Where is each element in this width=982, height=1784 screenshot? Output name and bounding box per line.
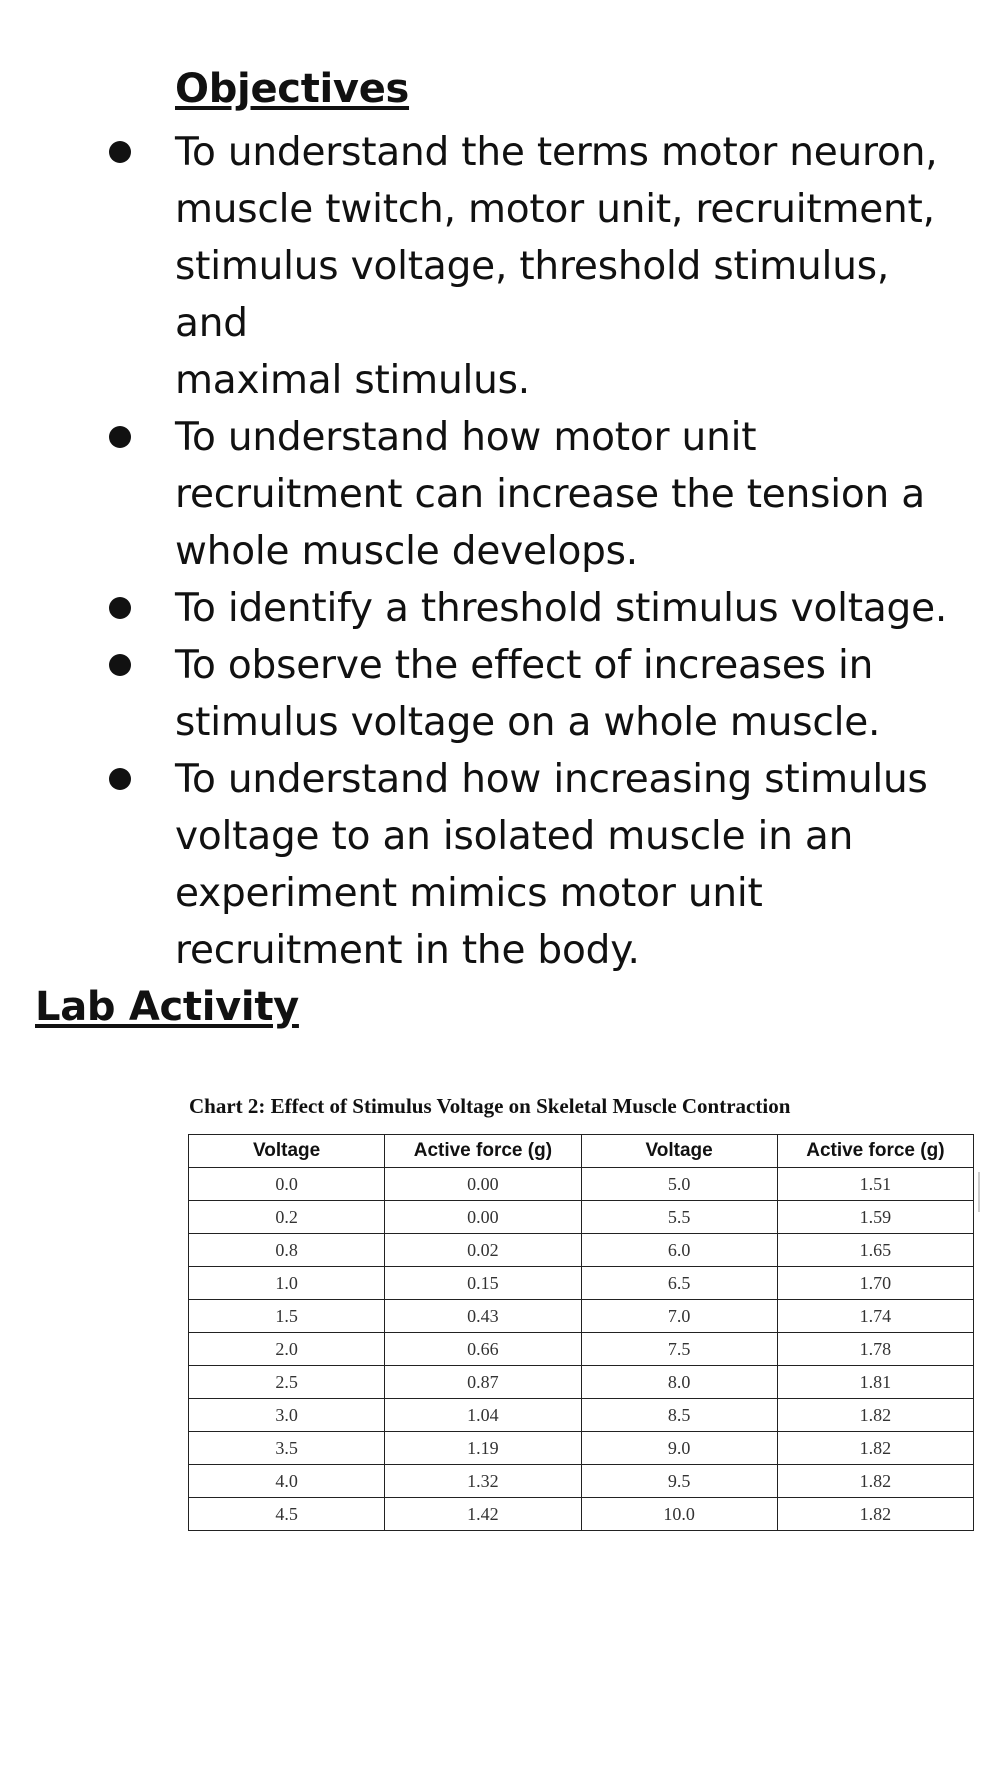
column-header: Voltage (581, 1135, 777, 1168)
objective-line: whole muscle develops. (175, 529, 638, 574)
objective-item (0, 124, 982, 409)
objective-line: stimulus voltage, threshold stimulus, and (175, 244, 890, 346)
table-row (189, 1399, 974, 1432)
objective-item (0, 751, 982, 979)
table-cell: 1.51 (777, 1168, 973, 1201)
table-row (189, 1201, 974, 1234)
table-cell: 0.00 (385, 1201, 581, 1234)
table-row (189, 1234, 974, 1267)
objective-item (0, 637, 982, 751)
objective-line: recruitment in the body. (175, 928, 640, 973)
table-row (189, 1465, 974, 1498)
column-header: Voltage (189, 1135, 385, 1168)
bullet-icon (109, 768, 131, 790)
objective-line: To identify a threshold stimulus voltage. (175, 586, 948, 631)
table-cell: 5.0 (581, 1168, 777, 1201)
table-cell: 4.5 (189, 1498, 385, 1531)
objective-line: maximal stimulus. (175, 358, 530, 403)
table-cell: 1.82 (777, 1465, 973, 1498)
table-cell: 1.04 (385, 1399, 581, 1432)
table-row (189, 1267, 974, 1300)
table-cell: 1.70 (777, 1267, 973, 1300)
table-cell: 0.0 (189, 1168, 385, 1201)
bullet-icon (109, 141, 131, 163)
table-row (189, 1498, 974, 1531)
table-cell: 2.5 (189, 1366, 385, 1399)
table-cell: 1.82 (777, 1432, 973, 1465)
objectives-heading: Objectives (175, 66, 410, 112)
objective-line: recruitment can increase the tension a (175, 472, 925, 517)
table-cell: 1.78 (777, 1333, 973, 1366)
table-row (189, 1432, 974, 1465)
table-cell: 1.19 (385, 1432, 581, 1465)
table-cell: 4.0 (189, 1465, 385, 1498)
table-cell: 1.65 (777, 1234, 973, 1267)
table-cell: 9.0 (581, 1432, 777, 1465)
bullet-icon (109, 426, 131, 448)
table-cell: 0.15 (385, 1267, 581, 1300)
objective-line: voltage to an isolated muscle in an (175, 814, 854, 859)
objective-line: To understand the terms motor neuron, (175, 130, 938, 175)
objective-line: To understand how motor unit (175, 415, 757, 460)
table-header-row (189, 1135, 974, 1168)
objective-line: experiment mimics motor unit (175, 871, 763, 916)
table-cell: 0.87 (385, 1366, 581, 1399)
table-row (189, 1168, 974, 1201)
voltage-force-table (188, 1134, 974, 1531)
objective-item (0, 580, 982, 637)
table-row (189, 1333, 974, 1366)
table-cell: 1.81 (777, 1366, 973, 1399)
table-cell: 1.82 (777, 1498, 973, 1531)
table-cell: 1.5 (189, 1300, 385, 1333)
page-edge-mark (978, 1172, 980, 1212)
lab-activity-heading: Lab Activity (35, 984, 299, 1030)
table-cell: 0.8 (189, 1234, 385, 1267)
table-row (189, 1366, 974, 1399)
table-cell: 1.32 (385, 1465, 581, 1498)
table-cell: 9.5 (581, 1465, 777, 1498)
table-row (189, 1300, 974, 1333)
column-header: Active force (g) (385, 1135, 581, 1168)
objective-item (0, 409, 982, 580)
table-cell: 3.5 (189, 1432, 385, 1465)
table-cell: 1.42 (385, 1498, 581, 1531)
table-cell: 10.0 (581, 1498, 777, 1531)
table-cell: 1.82 (777, 1399, 973, 1432)
objective-line: To understand how increasing stimulus (175, 757, 928, 802)
table-cell: 8.5 (581, 1399, 777, 1432)
chart-title: Chart 2: Effect of Stimulus Voltage on Skeletal Muscle Contraction (189, 1094, 791, 1118)
table-cell: 6.5 (581, 1267, 777, 1300)
bullet-icon (109, 654, 131, 676)
objective-line: stimulus voltage on a whole muscle. (175, 700, 881, 745)
table-cell: 0.66 (385, 1333, 581, 1366)
table-cell: 8.0 (581, 1366, 777, 1399)
objectives-list (0, 124, 982, 979)
table-cell: 1.0 (189, 1267, 385, 1300)
table-cell: 0.43 (385, 1300, 581, 1333)
table-cell: 1.74 (777, 1300, 973, 1333)
table-cell: 5.5 (581, 1201, 777, 1234)
table-cell: 6.0 (581, 1234, 777, 1267)
table-cell: 1.59 (777, 1201, 973, 1234)
table-cell: 0.2 (189, 1201, 385, 1234)
table-body (189, 1168, 974, 1531)
bullet-icon (109, 597, 131, 619)
table-cell: 0.00 (385, 1168, 581, 1201)
table-cell: 7.5 (581, 1333, 777, 1366)
table-cell: 0.02 (385, 1234, 581, 1267)
column-header: Active force (g) (777, 1135, 973, 1168)
table-cell: 7.0 (581, 1300, 777, 1333)
table-cell: 3.0 (189, 1399, 385, 1432)
objective-line: To observe the effect of increases in (175, 643, 874, 688)
table-cell: 2.0 (189, 1333, 385, 1366)
objective-line: muscle twitch, motor unit, recruitment, (175, 187, 935, 232)
